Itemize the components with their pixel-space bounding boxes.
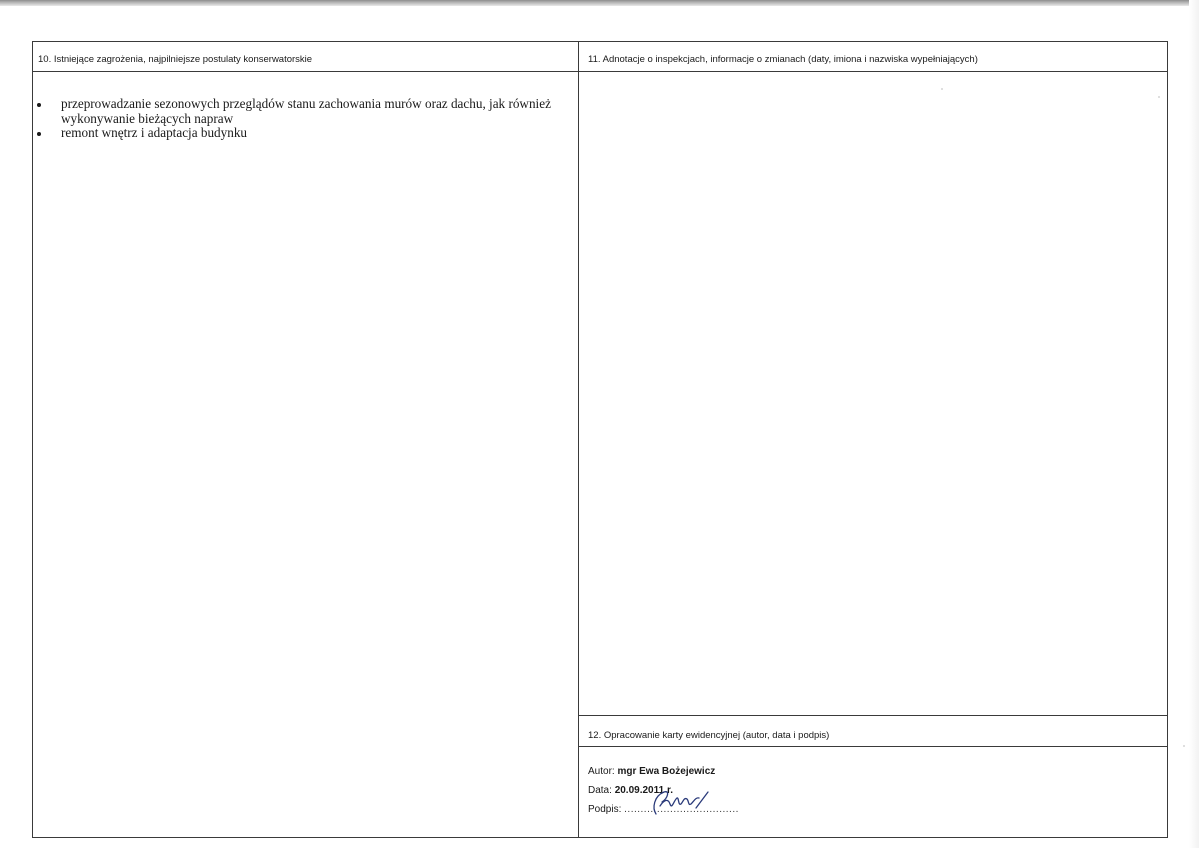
evidence-card-sheet — [32, 41, 1168, 838]
section-10-body — [33, 72, 578, 141]
signature-dots: ................................... — [624, 804, 739, 815]
conservation-postulates-list — [37, 97, 578, 141]
section-10 — [33, 42, 579, 837]
section-11-notes-area — [579, 72, 1167, 715]
scan-speck — [1183, 745, 1185, 747]
scan-edge-right — [1189, 0, 1199, 848]
author-label: Autor: — [588, 766, 615, 777]
right-column — [579, 42, 1167, 837]
author-value: mgr Ewa Bożejewicz — [617, 766, 716, 777]
date-label: Data: — [588, 785, 612, 796]
signature-label: Podpis: — [588, 804, 622, 815]
section-12 — [579, 715, 1167, 837]
list-item: przeprowadzanie sezonowych przeglądów stanu zachowania murów oraz dachu, jak również wykonywanie bieżących napraw — [37, 97, 561, 126]
section-10-header: 10. Istniejące zagrożenia, najpilniejsze postulaty konserwatorskie — [33, 42, 578, 72]
author-block — [579, 747, 1167, 819]
date-value: 20.09.2011 r. — [614, 785, 674, 796]
list-item: remont wnętrz i adaptacja budynku — [37, 126, 561, 141]
scan-edge-top — [0, 0, 1199, 6]
author-row — [588, 762, 1167, 781]
handwritten-signature — [646, 788, 710, 818]
signature-row — [588, 800, 1167, 819]
section-11-header: 11. Adnotacje o inspekcjach, informacje o zmianach (daty, imiona i nazwiska wypełniających) — [579, 42, 1167, 72]
section-12-header: 12. Opracowanie karty ewidencyjnej (autor, data i podpis) — [579, 716, 1167, 747]
